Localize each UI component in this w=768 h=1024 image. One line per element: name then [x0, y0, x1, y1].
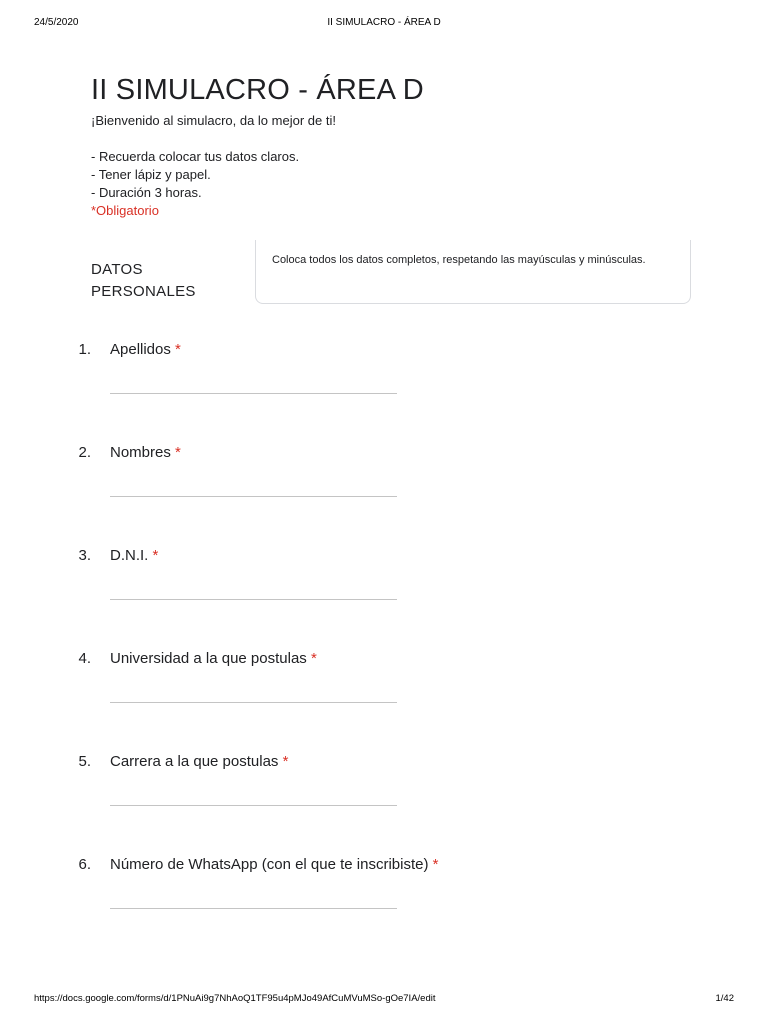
- print-date: 24/5/2020: [34, 17, 79, 28]
- form-description: [91, 112, 491, 220]
- description-blank-line: [91, 130, 491, 148]
- section-description-card: [255, 240, 691, 304]
- question-label: [110, 753, 288, 770]
- dni-input[interactable]: [110, 582, 397, 600]
- question-label: [110, 444, 181, 461]
- universidad-input[interactable]: [110, 685, 397, 703]
- required-asterisk: *: [282, 753, 289, 770]
- print-title: II SIMULACRO - ÁREA D: [327, 17, 441, 28]
- section-title: [91, 259, 231, 303]
- question-label-text: Carrera a la que postulas: [110, 753, 279, 770]
- question-apellidos: [0, 341, 768, 421]
- question-number: 5.: [78, 753, 91, 770]
- nombres-input[interactable]: [110, 479, 397, 497]
- question-number: 1.: [78, 341, 91, 358]
- required-asterisk: *: [432, 856, 439, 873]
- print-url: https://docs.google.com/forms/d/1PNuAi9g7NhAoQ1TF95u4pMJo49AfCuMVuMSo-gOe7IA/edit: [34, 993, 436, 1004]
- question-number: 3.: [78, 547, 91, 564]
- question-label-text: Apellidos: [110, 341, 171, 358]
- question-whatsapp: [0, 856, 768, 936]
- description-line: ¡Bienvenido al simulacro, da lo mejor de ti!: [91, 113, 336, 128]
- print-header: [0, 17, 768, 31]
- required-asterisk: *: [152, 547, 159, 564]
- form-title: II SIMULACRO - ÁREA D: [91, 74, 424, 106]
- question-label-text: Nombres: [110, 444, 171, 461]
- question-label: [110, 856, 439, 873]
- section-description: Coloca todos los datos completos, respetando las mayúsculas y minúsculas.: [272, 254, 646, 266]
- required-asterisk: *: [310, 650, 317, 667]
- question-universidad: [0, 650, 768, 730]
- question-dni: [0, 547, 768, 627]
- description-line: - Recuerda colocar tus datos claros.: [91, 149, 300, 164]
- question-number: 2.: [78, 444, 91, 461]
- description-line: - Tener lápiz y papel.: [91, 167, 211, 182]
- question-label-text: Universidad a la que postulas: [110, 650, 307, 667]
- question-label-text: D.N.I.: [110, 547, 149, 564]
- question-label: [110, 341, 181, 358]
- question-label: [110, 547, 158, 564]
- question-nombres: [0, 444, 768, 524]
- required-note: *Obligatorio: [91, 203, 159, 218]
- section-title-line: DATOS: [91, 261, 143, 278]
- apellidos-input[interactable]: [110, 376, 397, 394]
- description-line: - Duración 3 horas.: [91, 185, 202, 200]
- required-asterisk: *: [175, 341, 181, 358]
- required-asterisk: *: [175, 444, 181, 461]
- question-number: 4.: [78, 650, 91, 667]
- carrera-input[interactable]: [110, 788, 397, 806]
- question-label: [110, 650, 317, 667]
- print-page-number: 1/42: [715, 993, 734, 1004]
- question-carrera: [0, 753, 768, 833]
- whatsapp-input[interactable]: [110, 891, 397, 909]
- question-label-text: Número de WhatsApp (con el que te inscribiste): [110, 856, 429, 873]
- question-number: 6.: [78, 856, 91, 873]
- section-title-line: PERSONALES: [91, 283, 196, 300]
